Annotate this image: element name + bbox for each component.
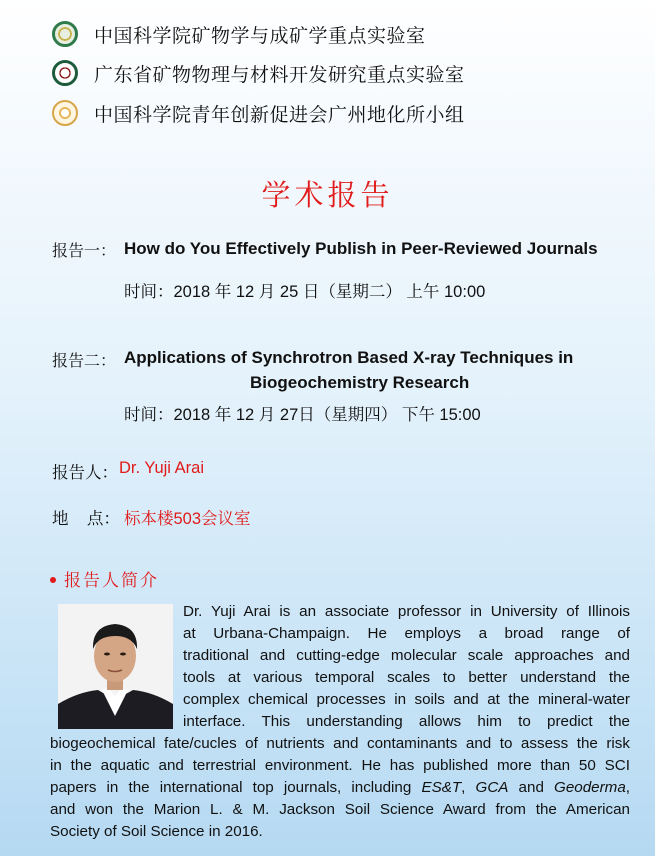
speaker-label: 报告人： bbox=[52, 464, 118, 482]
speaker-name: Dr. Yuji Arai bbox=[119, 459, 204, 477]
speaker-portrait-icon bbox=[58, 604, 173, 729]
org-name-2: 广东省矿物物理与材料开发研究重点实验室 bbox=[94, 64, 465, 86]
guangdong-mineral-physics-lab-logo-icon bbox=[52, 60, 78, 86]
bio-heading bbox=[50, 566, 159, 591]
cas-youth-innovation-logo-icon bbox=[52, 100, 78, 126]
talk-2-title-line-1: Applications of Synchrotron Based X-ray Techniques in bbox=[124, 348, 574, 367]
journal-name: ES&T bbox=[421, 779, 462, 796]
org-name-1: 中国科学院矿物学与成矿学重点实验室 bbox=[94, 25, 426, 47]
bio-line-5: complex chemical processes in soils and at the mineral-water bbox=[183, 691, 630, 708]
bio-line-9-text: papers in the international top journals, including ES&T, GCA and Geoderma, bbox=[50, 779, 631, 796]
cas-mineralogy-lab-logo-icon bbox=[52, 21, 78, 47]
bio-line-4: tools at various temporal scales to better understand the bbox=[183, 669, 630, 686]
talk-2-title-line-2: Biogeochemistry Research bbox=[250, 373, 470, 392]
bullet-icon bbox=[50, 577, 56, 583]
bio-line-8: in the aquatic and terrestrial environment. He has published more than 50 SCI bbox=[50, 757, 630, 774]
bio-line-1: Dr. Yuji Arai is an associate professor in University of Illinois bbox=[183, 603, 630, 620]
org-row-3 bbox=[52, 97, 465, 129]
speaker-photo bbox=[58, 604, 173, 729]
bio-line-9 bbox=[50, 779, 630, 797]
talk-2-time: 时间：2018 年 12 月 27日（星期四） 下午 15:00 bbox=[124, 406, 481, 424]
bio-line-10: and won the Marion L. & M. Jackson Soil Science Award from the American bbox=[50, 801, 630, 818]
org-row-1 bbox=[52, 18, 426, 50]
talk-1-label: 报告一： bbox=[52, 243, 117, 260]
page-title: 学术报告 bbox=[261, 180, 394, 212]
bio-heading-text: 报告人简介 bbox=[64, 571, 159, 590]
location-label: 地 点： bbox=[52, 510, 120, 528]
bio-line-3: traditional and cutting-edge molecular scale approaches and bbox=[183, 647, 630, 664]
org-row-2 bbox=[52, 57, 465, 89]
bio-line-7: biogeochemical fate/cucles of nutrients and contaminants and to assess the risk bbox=[50, 735, 630, 752]
journal-name: Geoderma bbox=[554, 779, 626, 796]
location-value: 标本楼503会议室 bbox=[124, 510, 251, 528]
bio-line-11: Society of Soil Science in 2016. bbox=[50, 823, 263, 840]
org-name-3: 中国科学院青年创新促进会广州地化所小组 bbox=[94, 104, 465, 126]
talk-1-title: How do You Effectively Publish in Peer-Reviewed Journals bbox=[124, 239, 598, 258]
journal-name: GCA bbox=[475, 779, 509, 796]
talk-2-label: 报告二： bbox=[52, 353, 117, 370]
bio-line-2: at Urbana-Champaign. He employs a broad range of bbox=[183, 625, 630, 642]
talk-1-time: 时间：2018 年 12 月 25 日（星期二） 上午 10:00 bbox=[124, 283, 486, 301]
bio-line-6: interface. This understanding allows him to predict the bbox=[183, 713, 630, 730]
